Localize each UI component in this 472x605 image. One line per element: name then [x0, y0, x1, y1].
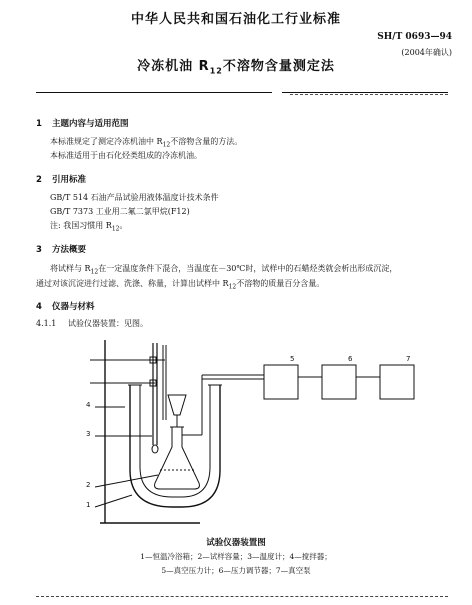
section-1-line-2 [50, 150, 202, 161]
subsection-number: 4.1.1 [36, 319, 57, 328]
text-run: 本标准规定了测定冷冻机油中 R [50, 137, 163, 146]
confirmation-note: (2004年确认) [401, 48, 452, 57]
marker-5: 5 [290, 355, 295, 363]
subscript: 12 [90, 268, 99, 276]
text-run: GB/T 7373 工业用二氟二氯甲烷(F12) [50, 207, 190, 216]
marker-2: 2 [86, 481, 91, 489]
header-rule-dashed [290, 94, 448, 95]
document-title [0, 55, 472, 76]
standard-code: SH/T 0693—94 [377, 32, 452, 42]
organization-name: 中华人民共和国石油化工行业标准 [130, 12, 341, 27]
section-3-line-1 [50, 263, 397, 278]
header-rule-thin [282, 92, 448, 93]
section-number: 3 [36, 245, 42, 255]
figure-legend-line-1: 1—恒温冷浴箱；2—试样容量；3—温度计；4—搅拌器； [140, 552, 332, 561]
section-2-note [50, 220, 127, 235]
section-2-heading [36, 173, 86, 185]
section-heading-text: 主题内容与适用范围 [52, 119, 129, 129]
subscript: 12 [111, 225, 120, 233]
text-run: GB/T 514 石油产品试验用液体温度计技术条件 [50, 193, 219, 202]
text-run: 本标准适用于由石化烃类组成的冷冻机油。 [50, 151, 202, 160]
text-run: 不溶物的质量百分含量。 [236, 279, 325, 288]
section-heading-text: 引用标准 [52, 175, 87, 185]
section-heading-text: 方法概要 [52, 245, 87, 255]
header-rule-thick [36, 92, 272, 93]
text-run: 将试样与 R [50, 264, 91, 273]
section-2-line-1 [50, 192, 219, 203]
figure-legend-line-2: 5—真空压力计；6—压力调节器；7—真空泵 [161, 566, 311, 575]
title-subscript: 12 [209, 66, 223, 76]
text-run: 通过对该沉淀进行过滤、洗涤、称量，计算出试样中 R [36, 279, 229, 288]
marker-7: 7 [406, 355, 411, 363]
marker-4: 4 [86, 401, 91, 409]
text-run: 。 [119, 221, 128, 230]
section-3-line-2 [36, 278, 324, 293]
section-2-line-2 [50, 206, 190, 217]
section-3-heading [36, 243, 86, 255]
section-1-line-1 [50, 136, 242, 151]
title-rest: 不溶物含量测定法 [222, 59, 335, 74]
section-number: 2 [36, 175, 42, 185]
section-number: 1 [36, 119, 42, 129]
section-1-heading [36, 117, 129, 129]
apparatus-diagram [60, 335, 420, 530]
figure-caption-title: 试验仪器装置图 [206, 538, 266, 548]
subscript: 12 [162, 141, 171, 149]
marker-3: 3 [86, 430, 91, 438]
marker-6: 6 [348, 355, 353, 363]
text-run: 注: 我国习惯用 R [50, 221, 112, 230]
subscript: 12 [228, 283, 237, 291]
section-heading-text: 仪器与材料 [52, 302, 95, 312]
subsection-text: 试验仪器装置：见图。 [68, 319, 148, 328]
subsection-4-1-1 [36, 318, 148, 329]
bottom-rule [36, 596, 448, 597]
apparatus-drawing [60, 335, 420, 530]
section-number: 4 [36, 302, 42, 312]
text-run: 不溶物含量的方法。 [170, 137, 243, 146]
marker-1: 1 [86, 501, 91, 509]
text-run: 在一定温度条件下混合，当温度在－30℃时，试样中的石蜡烃类就会析出形成沉淀， [98, 264, 398, 273]
section-4-heading [36, 300, 95, 312]
title-main: 冷冻机油 R [137, 59, 210, 74]
